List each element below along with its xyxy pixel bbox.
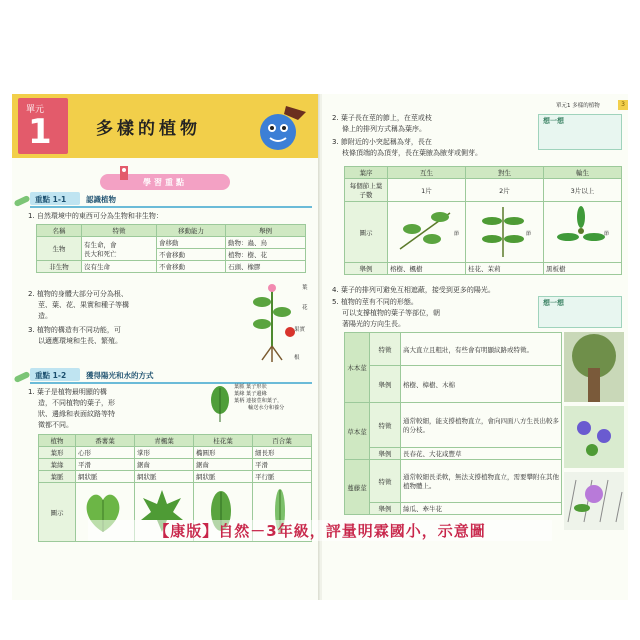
pencil-mascot-icon: [118, 164, 130, 182]
row-arrangement-picture: 圖示: [345, 202, 622, 263]
paragraph-4-line3: 狀、邊緣和表面紋路等特: [38, 410, 115, 418]
mascot-icon: [248, 102, 312, 158]
vine-example-row: 舉例 絲瓜、牽牛花: [345, 503, 562, 515]
woody-example-row: 舉例 榕樹、樟樹、木棉: [345, 366, 562, 403]
point-5-line3: 著陽光的方向生長。: [342, 320, 405, 328]
leaf-arrangement-table: [344, 166, 622, 275]
section-name: 獲得陽光和水的方式: [86, 371, 154, 380]
vine-feature-row: 蔓藤莖 特徵 通常較細長柔軟，無法支撐植物直立，需要攀附在其他植物體上。: [345, 460, 562, 503]
pencil-icon: [13, 195, 30, 207]
cell-nonliving-example: 石頭、橡膠: [226, 261, 306, 273]
section-tag: 重點 1-2: [30, 368, 80, 381]
th-maple: 青楓葉: [135, 435, 194, 447]
paragraph-4-line4: 徵都不同。: [38, 421, 73, 429]
paragraph-3-line1: 3. 植物的構造有不同功能，可: [28, 326, 121, 334]
cell-living-feature: 有生命，會 長大和死亡: [82, 237, 157, 261]
plant-label-root: 根: [294, 355, 300, 361]
point-3-line1: 3. 節附近的小突起稱為芽，長在: [332, 138, 432, 146]
node-label: 節: [604, 231, 610, 237]
watermark-caption: 【康版】自然－3年級，評量明霖國小，示意圖: [88, 520, 552, 541]
th-alternate: 互生: [388, 167, 466, 179]
think-sticker: 想一想: [538, 114, 622, 150]
th-plant: 植物: [39, 435, 76, 447]
tree-photo-icon: [564, 332, 624, 402]
think-sticker-2: 想一想: [538, 296, 622, 328]
th-arrangement: 葉序: [345, 167, 388, 179]
point-5-line2: 可以支撐植物的葉子等部位，朝: [342, 309, 440, 317]
th-opposite: 對生: [466, 167, 544, 179]
point-5-line1: 5. 植物的莖有不同的形態。: [332, 298, 418, 306]
row-leaf-edge: 葉緣 平滑 鋸齒 鋸齒 平滑: [39, 459, 312, 471]
plant-label-flower: 花: [302, 305, 308, 311]
cell-nonliving-mobility: 不會移動: [157, 261, 226, 273]
th-sweet-potato: 番薯葉: [76, 435, 135, 447]
leaf-diagram-icon: [208, 384, 232, 424]
plant-label-fruit: 果實: [294, 327, 306, 333]
point-2-line2: 條上的排列方式稱為葉序。: [342, 125, 426, 133]
point-2-line1: 2. 葉子長在莖的節上，在莖或枝: [332, 114, 432, 122]
stem-types-table: [344, 332, 562, 515]
th-example: 舉例: [226, 225, 306, 237]
living-things-table: [36, 224, 306, 273]
section-1-2: [30, 368, 312, 384]
paragraph-4-line1: 1. 葉子是植物最明顯的構: [28, 388, 107, 396]
unit-label: 單元: [26, 105, 45, 115]
group-herbaceous: 草本莖: [345, 403, 370, 460]
row-leaf-shape: 葉形 心形 掌形 橢圓形 細長形: [39, 447, 312, 459]
paragraph-1: 1. 自然環境中的東西可分為生物和非生物：: [28, 212, 163, 220]
running-header: 單元1 多樣的植物: [556, 103, 600, 109]
cell-immobile: 不會移動: [157, 249, 226, 261]
node-label: 節: [454, 231, 460, 237]
pencil-icon: [13, 371, 30, 383]
th-osmanthus: 桂花葉: [194, 435, 253, 447]
flower-photo-icon: [564, 406, 624, 468]
section-name: 認識植物: [86, 195, 116, 204]
cell-nonliving-feature: 沒有生命: [82, 261, 157, 273]
paragraph-2-line3: 造。: [38, 312, 52, 320]
woody-feature-row: 木本莖 特徵 高大直立且粗壯，有些會有明顯紋路或特徵。: [345, 333, 562, 366]
unit-title-band: [12, 94, 320, 158]
th-name: 名稱: [37, 225, 82, 237]
row-leaf-picture: 圖示: [39, 483, 312, 542]
point-4: 4. 葉子的排列可避免互相遮蔽，接受到更多的陽光。: [332, 286, 495, 294]
group-vine: 蔓藤莖: [345, 460, 370, 515]
row-leaves-per-node: 每個節上葉子數 1片 2片 3片以上: [345, 179, 622, 202]
paragraph-4-line2: 造，不同植物的葉子，形: [38, 399, 115, 407]
herbaceous-feature-row: 草本莖 特徵 通常較細，能支撐植物直立，會向四面八方生長出較多的分枝。: [345, 403, 562, 448]
cell-mobile: 會移動: [157, 237, 226, 249]
plant-label-leaf: 葉: [302, 285, 308, 291]
row-leaf-vein: 葉脈 網狀脈 網狀脈 網狀脈 平行脈: [39, 471, 312, 483]
cell-living: 生物: [37, 237, 82, 261]
point-3-line2: 枝條頂端的為頂芽，長在葉腋為腋芽或側芽。: [342, 149, 482, 157]
paragraph-2-line2: 莖、葉、花、果實和種子等構: [38, 301, 129, 309]
page-number: 3: [618, 100, 628, 110]
node-label: 節: [526, 231, 532, 237]
th-mobility: 移動能力: [157, 225, 226, 237]
row-arrangement-example: 舉例 榕樹、楓樹 桂花、茉莉 黑板樹: [345, 263, 622, 275]
section-1-1: [30, 192, 312, 208]
th-lily: 百合葉: [253, 435, 312, 447]
leaf-part-labels: 葉脈 葉子形狀 葉緣 葉子邊緣 葉柄 連接莖和葉子， 輸送水分和養分: [234, 384, 285, 411]
unit-number: 1: [28, 112, 52, 152]
paragraph-3-line2: 以適應環境和生長、繁殖。: [38, 337, 122, 345]
unit-box: [18, 98, 68, 154]
th-feature: 特徵: [82, 225, 157, 237]
cell-nonliving: 非生物: [37, 261, 82, 273]
page-title: 多樣的植物: [96, 119, 201, 139]
section-tag: 重點 1-1: [30, 192, 80, 205]
alternate-leaves-icon: [390, 203, 460, 259]
paragraph-2-line1: 2. 植物的身體大部分可分為根、: [28, 290, 128, 298]
cell-animals: 動物：蟲、鳥: [226, 237, 306, 249]
th-whorled: 輪生: [544, 167, 622, 179]
group-woody: 木本莖: [345, 333, 370, 403]
herbaceous-example-row: 舉例 長春花、大花咸豐草: [345, 448, 562, 460]
learning-points-pill: 學習重點: [100, 174, 230, 190]
vine-photo-icon: [564, 472, 624, 530]
cell-plants: 植物：樹、花: [226, 249, 306, 261]
